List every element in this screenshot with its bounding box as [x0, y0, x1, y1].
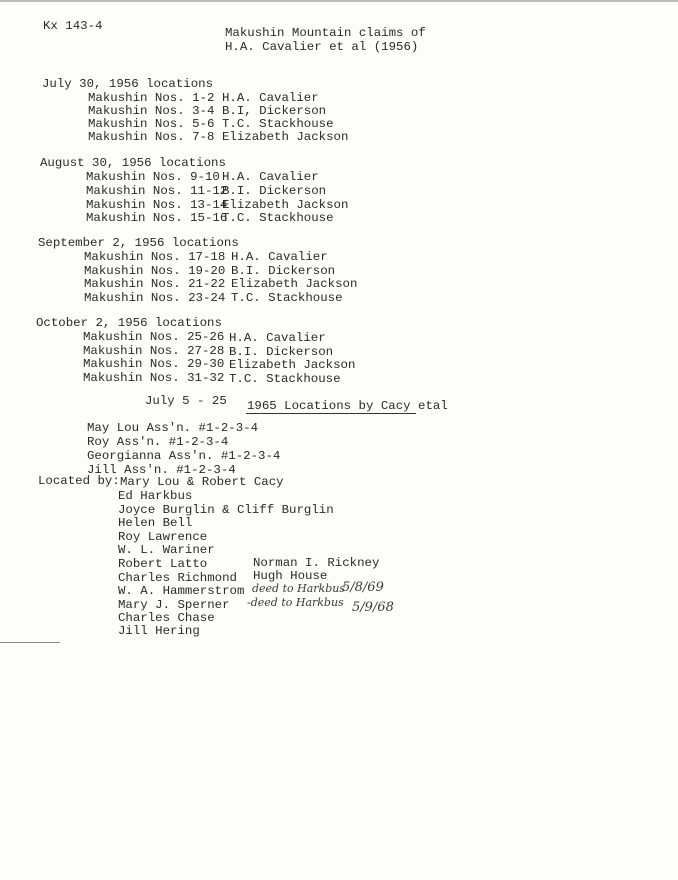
association-item: Roy Ass'n. #1-2-3-4 [87, 435, 229, 449]
claim-row-owner: Elizabeth Jackson [231, 277, 358, 291]
section-1965-date: July 5 - 25 [145, 394, 227, 408]
handwritten-date: 5/9/68 [352, 600, 394, 615]
claim-row-owner: H.A. Cavalier [222, 170, 319, 184]
file-number: Kx 143-4 [43, 19, 103, 33]
claim-row-owner: T.C. Stackhouse [229, 372, 341, 386]
claim-row-owner: B.I. Dickerson [231, 264, 336, 278]
claim-row-claim: Makushin Nos. 3-4 [88, 104, 215, 118]
document-title-line-1: Makushin Mountain claims of [225, 26, 426, 40]
claim-row-owner: T.C. Stackhouse [222, 117, 334, 131]
locator-name: W. L. Wariner [118, 543, 215, 557]
claim-row-claim: Makushin Nos. 7-8 [88, 130, 215, 144]
claim-row-owner: H.A. Cavalier [229, 331, 326, 345]
locator-name: Charles Chase [118, 611, 215, 625]
locator-name-extra: Norman I. Rickney [253, 556, 380, 570]
association-item: May Lou Ass'n. #1-2-3-4 [87, 421, 259, 435]
scan-top-edge [0, 0, 678, 2]
claim-row-owner: B.I. Dickerson [229, 345, 334, 359]
handwritten-note: -deed to Harkbus [247, 596, 344, 609]
claim-row-claim: Makushin Nos. 1-2 [88, 91, 215, 105]
claim-row-claim: Makushin Nos. 5-6 [88, 117, 215, 131]
claim-row-owner: B.I. Dickerson [222, 184, 327, 198]
claim-row-owner: Elizabeth Jackson [222, 130, 349, 144]
locator-name: Roy Lawrence [118, 530, 208, 544]
claim-row-claim: Makushin Nos. 27-28 [83, 344, 225, 358]
section-1965-title: 1965 Locations by Cacy etal [247, 399, 448, 413]
claim-row-owner: Elizabeth Jackson [222, 198, 349, 212]
claim-row-owner: H.A. Cavalier [231, 250, 328, 264]
group-heading: September 2, 1956 locations [38, 236, 239, 250]
association-item: Georgianna Ass'n. #1-2-3-4 [87, 449, 281, 463]
locator-name-extra: Hugh House [253, 569, 328, 583]
association-item: Jill Ass'n. #1-2-3-4 [87, 463, 236, 477]
claim-row-claim: Makushin Nos. 25-26 [83, 330, 225, 344]
locator-name: Jill Hering [118, 624, 200, 638]
locator-name: Charles Richmond [118, 571, 237, 585]
document-title-line-2: H.A. Cavalier et al (1956) [225, 40, 419, 54]
handwritten-date: 5/8/69 [342, 580, 384, 595]
group-heading: August 30, 1956 locations [40, 156, 226, 170]
claim-row-claim: Makushin Nos. 9-10 [86, 170, 220, 184]
claim-row-claim: Makushin Nos. 13-14 [86, 198, 228, 212]
claim-row-claim: Makushin Nos. 19-20 [84, 264, 226, 278]
locator-name: W. A. Hammerstrom [118, 584, 245, 598]
locator-name: Ed Harkbus [118, 489, 193, 503]
claim-row-owner: T.C. Stackhouse [222, 211, 334, 225]
claim-row-claim: Makushin Nos. 15-16 [86, 211, 228, 225]
locator-name: Robert Latto [118, 557, 208, 571]
locator-name: Mary J. Sperner [118, 598, 230, 612]
claim-row-claim: Makushin Nos. 23-24 [84, 291, 226, 305]
claim-row-owner: H.A. Cavalier [222, 91, 319, 105]
group-heading: July 30, 1956 locations [42, 77, 214, 91]
claim-row-claim: Makushin Nos. 31-32 [83, 371, 225, 385]
locator-name: Helen Bell [118, 516, 193, 530]
located-by-label: Located by: [38, 474, 120, 488]
claim-row-claim: Makushin Nos. 21-22 [84, 277, 226, 291]
claim-row-claim: Makushin Nos. 17-18 [84, 250, 226, 264]
group-heading: October 2, 1956 locations [36, 316, 222, 330]
claim-row-owner: T.C. Stackhouse [231, 291, 343, 305]
scan-margin-line [0, 642, 60, 643]
section-1965-underline [246, 413, 416, 414]
claim-row-owner: B.I, Dickerson [222, 104, 327, 118]
claim-row-owner: Elizabeth Jackson [229, 358, 356, 372]
locator-name: Mary Lou & Robert Cacy [120, 475, 284, 489]
locator-name: Joyce Burglin & Cliff Burglin [118, 503, 334, 517]
claim-row-claim: Makushin Nos. 29-30 [83, 357, 225, 371]
handwritten-note: deed to Harkbus [252, 582, 345, 595]
claim-row-claim: Makushin Nos. 11-12 [86, 184, 228, 198]
